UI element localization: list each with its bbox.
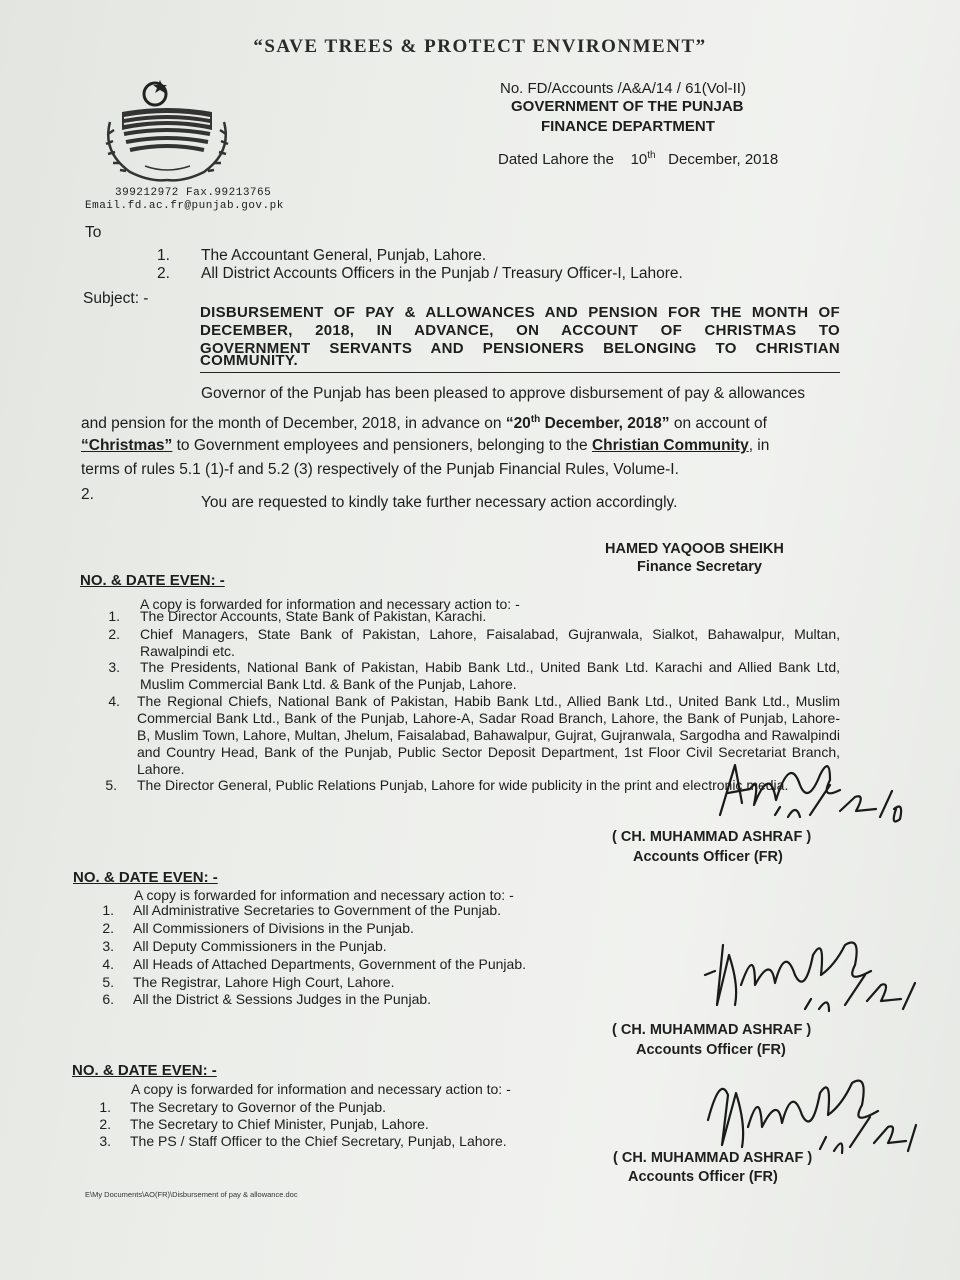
subject-line-2: DECEMBER, 2018, IN ADVANCE, ON ACCOUNT OF CHRISTMAS TO	[200, 322, 840, 339]
list-item: All Deputy Commissioners in the Punjab.	[133, 938, 387, 954]
copy-block-2-intro: A copy is forwarded for information and necessary action to: -	[134, 887, 514, 903]
handwritten-signature-1	[680, 745, 910, 845]
subject-line-4: COMMUNITY.	[200, 352, 298, 369]
body-line-1: Governor of the Punjab has been pleased to approve disbursement of pay & allowances	[201, 385, 806, 402]
list-item-number: 2.	[99, 1116, 111, 1132]
copy-block-3-intro: A copy is forwarded for information and necessary action to: -	[131, 1081, 511, 1097]
accounts-officer-name-3: ( CH. MUHAMMAD ASHRAF )	[613, 1150, 813, 1166]
finance-secretary-title: Finance Secretary	[637, 559, 762, 575]
list-item: The Secretary to Governor of the Punjab.	[130, 1099, 387, 1115]
email-address: Email.fd.ac.fr@punjab.gov.pk	[85, 200, 284, 212]
recipient-1: The Accountant General, Punjab, Lahore.	[201, 247, 487, 264]
paragraph-2-text: You are requested to kindly take further necessary action accordingly.	[201, 494, 678, 511]
accounts-officer-name-1: ( CH. MUHAMMAD ASHRAF )	[612, 829, 812, 845]
subject-underline	[200, 372, 840, 373]
accounts-officer-title-3: Accounts Officer (FR)	[628, 1169, 778, 1185]
handwritten-signature-3	[700, 1065, 920, 1170]
list-item: All Administrative Secretaries to Government of the Punjab.	[133, 902, 502, 918]
paragraph-2-number: 2.	[81, 486, 94, 503]
list-item: The Presidents, National Bank of Pakistan, Habib Bank Ltd., United Bank Ltd. Karachi and Allied Bank Ltd, Muslim Commercial Bank Ltd. & Bank of the Punjab, Lahore.	[140, 659, 840, 692]
handwritten-signature-2	[695, 925, 925, 1030]
accounts-officer-title-1: Accounts Officer (FR)	[633, 849, 783, 865]
list-item-number: 2.	[108, 626, 120, 642]
copy-block-1-intro: A copy is forwarded for information and necessary action to: -	[140, 596, 520, 612]
copy-block-1-heading: NO. & DATE EVEN: -	[80, 572, 225, 589]
list-item-number: 4.	[108, 693, 120, 709]
list-item: The Director General, Public Relations Punjab, Lahore for wide publicity in the print and electronic media.	[137, 777, 789, 793]
list-item: The Director Accounts, State Bank of Pakistan, Karachi.	[140, 608, 487, 624]
list-item-number: 6.	[102, 991, 114, 1007]
list-item-number: 1.	[108, 608, 120, 624]
list-item: The PS / Staff Officer to the Chief Secretary, Punjab, Lahore.	[130, 1133, 507, 1149]
advance-date-suffix: th	[530, 414, 541, 425]
department-name: FINANCE DEPARTMENT	[541, 118, 715, 135]
finance-secretary-name: HAMED YAQOOB SHEIKH	[605, 541, 784, 557]
christmas-text: “Christmas”	[81, 437, 173, 454]
list-item: The Registrar, Lahore High Court, Lahore.	[133, 974, 395, 990]
recipient-number-2: 2.	[157, 265, 170, 282]
phone-fax: 399212972 Fax.99213765	[115, 187, 272, 199]
government-name: GOVERNMENT OF THE PUNJAB	[511, 98, 744, 115]
list-item-number: 3.	[99, 1133, 111, 1149]
list-item: Chief Managers, State Bank of Pakistan, Lahore, Faisalabad, Gujranwala, Sialkot, Bahawalpur, Multan, Rawalpindi etc.	[140, 626, 840, 659]
body-line-2-text: and pension for the month of December, 2018, in advance on	[81, 415, 506, 433]
list-item-number: 5.	[102, 974, 114, 990]
subject-line-3: GOVERNMENT SERVANTS AND PENSIONERS BELONGING TO CHRISTIAN	[200, 340, 840, 357]
list-item-number: 1.	[102, 902, 114, 918]
recipient-number-1: 1.	[157, 247, 170, 264]
banner-slogan: “SAVE TREES & PROTECT ENVIRONMENT”	[253, 36, 707, 57]
subject-line-1: DISBURSEMENT OF PAY & ALLOWANCES AND PENSION FOR THE MONTH OF	[200, 304, 840, 321]
subject-label: Subject: -	[83, 290, 149, 307]
recipient-2: All District Accounts Officers in the Punjab / Treasury Officer-I, Lahore.	[201, 265, 683, 282]
accounts-officer-title-2: Accounts Officer (FR)	[636, 1042, 786, 1058]
dated-day: 10	[630, 151, 648, 168]
body-line-4: terms of rules 5.1 (1)-f and 5.2 (3) respectively of the Punjab Financial Rules, Volume-I.	[81, 461, 679, 478]
reference-number: No. FD/Accounts /A&A/14 / 61(Vol-II)	[500, 80, 746, 97]
list-item-number: 2.	[102, 920, 114, 936]
dated-prefix: Dated Lahore the	[498, 151, 614, 168]
body-line-3-text: to Government employees and pensioners, belonging to the	[172, 437, 592, 454]
list-item: All Heads of Attached Departments, Government of the Punjab.	[133, 956, 526, 972]
christian-community-text: Christian Community	[591, 437, 749, 454]
list-item: All Commissioners of Divisions in the Punjab.	[133, 920, 414, 936]
file-path-footer: E\My Documents\AO(FR)\Disbursement of pay & allowance.doc	[85, 1190, 298, 1199]
to-label: To	[85, 224, 102, 241]
list-item: All the District & Sessions Judges in the Punjab.	[133, 991, 432, 1007]
body-line-3-end: , in	[748, 437, 770, 454]
list-item: The Secretary to Chief Minister, Punjab, Lahore.	[130, 1116, 429, 1132]
list-item-number: 1.	[99, 1099, 111, 1115]
dated-day-suffix: th	[647, 150, 656, 161]
advance-date-day: “20	[505, 415, 531, 433]
body-line-2-end: on account of	[669, 415, 767, 433]
list-item: The Regional Chiefs, National Bank of Pakistan, Habib Bank Ltd., Allied Bank Ltd., United Bank Ltd., Muslim Commercial Bank Ltd., Bank of the Punjab, Lahore-A, Sadar Road Branch, Lahore, the Bank of Punjab, Lahore-B, Muslim Town, Lahore, Multan, Jhelum, Faisalabad, Bahawalpur, Gujrat, Gujranwala, Sargodha and Rawalpindi and Country Head, Bank of the Punjab, Public Sector Deposit Department, 1st Floor Civil Secretariat Branch, Lahore.	[137, 693, 840, 777]
body-line-3	[81, 432, 769, 459]
accounts-officer-name-2: ( CH. MUHAMMAD ASHRAF )	[612, 1022, 812, 1038]
advance-date-rest: December, 2018”	[540, 415, 670, 433]
list-item-number: 5.	[105, 777, 117, 793]
copy-block-2-heading: NO. & DATE EVEN: -	[73, 869, 218, 886]
list-item-number: 3.	[102, 938, 114, 954]
list-item-number: 3.	[108, 659, 120, 675]
dated-line	[498, 150, 778, 168]
list-item-number: 4.	[102, 956, 114, 972]
copy-block-3-heading: NO. & DATE EVEN: -	[72, 1062, 217, 1079]
dated-month-year: December, 2018	[668, 151, 779, 168]
punjab-government-emblem-icon	[100, 72, 235, 187]
